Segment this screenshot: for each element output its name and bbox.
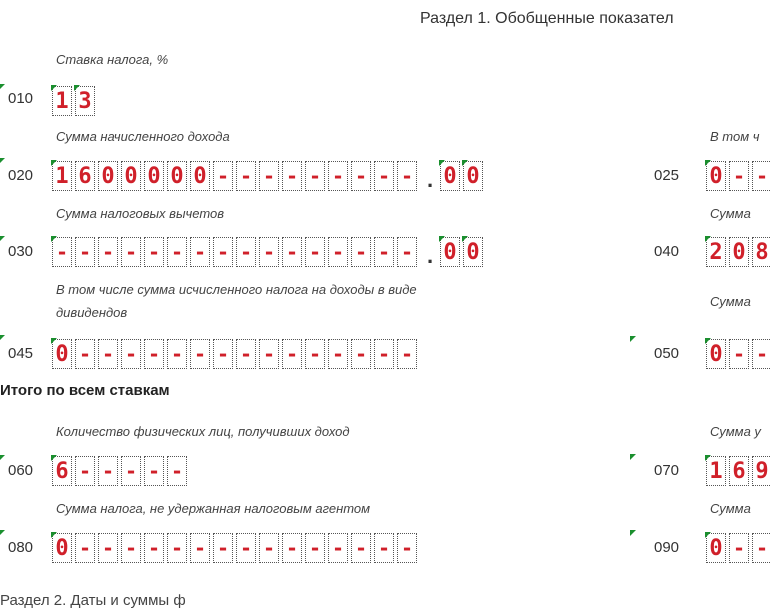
char-cell[interactable]: 0 bbox=[121, 161, 141, 191]
char-cell[interactable]: 2 bbox=[706, 237, 726, 267]
corner-mark bbox=[51, 160, 57, 166]
corner-mark bbox=[74, 85, 80, 91]
line-code: 010 bbox=[8, 90, 34, 107]
char-cell[interactable]: - bbox=[328, 339, 348, 369]
char-cell[interactable]: 3 bbox=[75, 86, 95, 116]
char-cell[interactable]: - bbox=[328, 237, 348, 267]
char-cell[interactable]: - bbox=[236, 237, 256, 267]
char-cell[interactable]: 0 bbox=[706, 339, 726, 369]
char-cell[interactable]: - bbox=[236, 161, 256, 191]
char-cell[interactable]: - bbox=[213, 237, 233, 267]
char-cell[interactable]: 1 bbox=[52, 86, 72, 116]
char-cell[interactable]: - bbox=[259, 161, 279, 191]
accrued-income-field[interactable] bbox=[52, 161, 486, 191]
char-cell[interactable]: - bbox=[282, 237, 302, 267]
persons-count-label: Количество физических лиц, получивших доход bbox=[56, 424, 350, 439]
char-cell[interactable]: - bbox=[282, 533, 302, 563]
char-cell[interactable]: - bbox=[121, 456, 141, 486]
section-title: Раздел 1. Обобщенные показател bbox=[420, 10, 674, 27]
margin-mark bbox=[0, 335, 5, 340]
char-cell[interactable]: - bbox=[259, 237, 279, 267]
char-cell[interactable]: - bbox=[374, 237, 394, 267]
margin-mark bbox=[0, 158, 5, 163]
tax-deductions-label: Сумма налоговых вычетов bbox=[56, 206, 225, 221]
char-cell[interactable]: - bbox=[52, 237, 72, 267]
char-cell[interactable]: 0 bbox=[190, 161, 210, 191]
corner-mark bbox=[439, 160, 445, 166]
char-cell[interactable]: - bbox=[259, 533, 279, 563]
tax-deductions-decimals[interactable] bbox=[440, 237, 486, 267]
char-cell[interactable]: - bbox=[282, 339, 302, 369]
field-025[interactable] bbox=[706, 161, 770, 191]
char-cell[interactable]: - bbox=[190, 339, 210, 369]
accrued-income-integer[interactable] bbox=[52, 161, 420, 191]
field-090-label: Сумма bbox=[710, 501, 751, 516]
char-cell[interactable]: - bbox=[328, 533, 348, 563]
dividend-tax-field[interactable] bbox=[52, 339, 420, 369]
accrued-income-decimals[interactable] bbox=[440, 161, 486, 191]
char-cell[interactable]: - bbox=[729, 533, 749, 563]
line-code: 045 bbox=[8, 345, 34, 362]
char-cell[interactable]: - bbox=[144, 456, 164, 486]
char-cell[interactable]: 0 bbox=[440, 161, 460, 191]
char-cell[interactable]: - bbox=[236, 533, 256, 563]
char-cell[interactable]: 0 bbox=[167, 161, 187, 191]
char-cell[interactable]: - bbox=[121, 237, 141, 267]
char-cell[interactable]: - bbox=[190, 237, 210, 267]
field-070-label: Сумма у bbox=[710, 424, 761, 439]
char-cell[interactable]: - bbox=[351, 161, 371, 191]
line-code: 050 bbox=[654, 345, 680, 362]
corner-mark bbox=[630, 530, 636, 536]
char-cell[interactable]: - bbox=[397, 237, 417, 267]
line-code: 025 bbox=[654, 167, 680, 184]
char-cell[interactable]: - bbox=[75, 533, 95, 563]
char-cell[interactable]: - bbox=[98, 237, 118, 267]
tax-deductions-integer[interactable] bbox=[52, 237, 420, 267]
char-cell[interactable]: - bbox=[328, 161, 348, 191]
field-040-label: Сумма bbox=[710, 206, 751, 221]
char-cell[interactable]: 6 bbox=[52, 456, 72, 486]
char-cell[interactable]: - bbox=[75, 339, 95, 369]
field-040[interactable] bbox=[706, 237, 770, 267]
char-cell[interactable]: - bbox=[213, 533, 233, 563]
char-cell[interactable]: 0 bbox=[463, 161, 483, 191]
char-cell[interactable]: - bbox=[729, 339, 749, 369]
field-025-label: В том ч bbox=[710, 129, 760, 144]
margin-mark bbox=[0, 84, 5, 89]
char-cell[interactable]: 6 bbox=[729, 456, 749, 486]
char-cell[interactable]: - bbox=[374, 161, 394, 191]
corner-mark bbox=[705, 338, 711, 344]
line-code: 070 bbox=[654, 462, 680, 479]
corner-mark bbox=[51, 532, 57, 538]
corner-mark bbox=[705, 532, 711, 538]
unwithheld-tax-label: Сумма налога, не удержанная налоговым агентом bbox=[56, 501, 371, 516]
char-cell[interactable]: - bbox=[351, 533, 371, 563]
char-cell[interactable]: - bbox=[121, 533, 141, 563]
char-cell[interactable]: - bbox=[351, 339, 371, 369]
char-cell[interactable]: - bbox=[374, 533, 394, 563]
line-code: 020 bbox=[8, 167, 34, 184]
char-cell[interactable]: 0 bbox=[440, 237, 460, 267]
char-cell[interactable]: 0 bbox=[144, 161, 164, 191]
char-cell[interactable]: - bbox=[305, 339, 325, 369]
char-cell[interactable]: 0 bbox=[706, 161, 726, 191]
tax-rate-field[interactable] bbox=[52, 86, 98, 116]
char-cell[interactable]: - bbox=[397, 339, 417, 369]
char-cell[interactable]: 0 bbox=[729, 237, 749, 267]
persons-count-field[interactable] bbox=[52, 456, 190, 486]
corner-mark bbox=[51, 236, 57, 242]
field-050[interactable] bbox=[706, 339, 770, 369]
char-cell[interactable]: - bbox=[213, 339, 233, 369]
char-cell[interactable]: - bbox=[397, 161, 417, 191]
char-cell[interactable]: - bbox=[236, 339, 256, 369]
corner-mark bbox=[705, 236, 711, 242]
char-cell[interactable]: 1 bbox=[706, 456, 726, 486]
corner-mark bbox=[630, 454, 636, 460]
margin-mark bbox=[0, 530, 5, 535]
char-cell[interactable]: 0 bbox=[52, 339, 72, 369]
char-cell[interactable]: - bbox=[305, 161, 325, 191]
margin-mark bbox=[0, 455, 5, 460]
accrued-income-label: Сумма начисленного дохода bbox=[56, 129, 230, 144]
corner-mark bbox=[630, 336, 636, 342]
char-cell[interactable]: 0 bbox=[98, 161, 118, 191]
line-code: 040 bbox=[654, 243, 680, 260]
dividend-tax-label-2: дивидендов bbox=[56, 305, 128, 320]
char-cell[interactable]: 0 bbox=[463, 237, 483, 267]
char-cell[interactable]: - bbox=[167, 533, 187, 563]
field-090[interactable] bbox=[706, 533, 770, 563]
dividend-tax-label: В том числе сумма исчисленного налога на доходы в виде bbox=[56, 282, 417, 297]
line-code: 090 bbox=[654, 539, 680, 556]
char-cell[interactable]: - bbox=[397, 533, 417, 563]
char-cell[interactable]: - bbox=[259, 339, 279, 369]
corner-mark bbox=[705, 455, 711, 461]
decimal-point: . bbox=[426, 167, 434, 192]
next-section-title: Раздел 2. Даты и суммы ф bbox=[0, 592, 186, 609]
char-cell[interactable]: - bbox=[144, 533, 164, 563]
char-cell[interactable]: - bbox=[167, 456, 187, 486]
corner-mark bbox=[462, 236, 468, 242]
char-cell[interactable]: - bbox=[752, 339, 770, 369]
corner-mark bbox=[51, 338, 57, 344]
corner-mark bbox=[705, 160, 711, 166]
decimal-point: . bbox=[426, 243, 434, 268]
char-cell[interactable]: - bbox=[190, 533, 210, 563]
char-cell[interactable]: - bbox=[729, 161, 749, 191]
char-cell[interactable]: - bbox=[752, 161, 770, 191]
tax-deductions-field[interactable] bbox=[52, 237, 486, 267]
unwithheld-tax-field[interactable] bbox=[52, 533, 420, 563]
char-cell[interactable]: - bbox=[75, 237, 95, 267]
char-cell[interactable]: - bbox=[752, 533, 770, 563]
char-cell[interactable]: - bbox=[305, 237, 325, 267]
corner-mark bbox=[439, 236, 445, 242]
char-cell[interactable]: 0 bbox=[52, 533, 72, 563]
line-code: 030 bbox=[8, 243, 34, 260]
char-cell[interactable]: 8 bbox=[752, 237, 770, 267]
tax-rate-label: Ставка налога, % bbox=[56, 52, 169, 67]
char-cell[interactable]: 1 bbox=[52, 161, 72, 191]
line-code: 080 bbox=[8, 539, 34, 556]
char-cell[interactable]: - bbox=[98, 456, 118, 486]
margin-mark bbox=[0, 236, 5, 241]
char-cell[interactable]: - bbox=[98, 533, 118, 563]
line-code: 060 bbox=[8, 462, 34, 479]
char-cell[interactable]: 0 bbox=[706, 533, 726, 563]
char-cell[interactable]: - bbox=[167, 339, 187, 369]
char-cell[interactable]: - bbox=[374, 339, 394, 369]
char-cell[interactable]: - bbox=[144, 339, 164, 369]
char-cell[interactable]: - bbox=[144, 237, 164, 267]
field-070[interactable] bbox=[706, 456, 770, 486]
char-cell[interactable]: 6 bbox=[75, 161, 95, 191]
field-050-label: Сумма bbox=[710, 294, 751, 309]
char-cell[interactable]: - bbox=[75, 456, 95, 486]
totals-heading: Итого по всем ставкам bbox=[0, 382, 170, 399]
corner-mark bbox=[51, 455, 57, 461]
char-cell[interactable]: - bbox=[98, 339, 118, 369]
corner-mark bbox=[462, 160, 468, 166]
char-cell[interactable]: - bbox=[305, 533, 325, 563]
char-cell[interactable]: - bbox=[351, 237, 371, 267]
char-cell[interactable]: - bbox=[282, 161, 302, 191]
char-cell[interactable]: - bbox=[167, 237, 187, 267]
char-cell[interactable]: - bbox=[121, 339, 141, 369]
corner-mark bbox=[51, 85, 57, 91]
char-cell[interactable]: - bbox=[213, 161, 233, 191]
char-cell[interactable]: 9 bbox=[752, 456, 770, 486]
